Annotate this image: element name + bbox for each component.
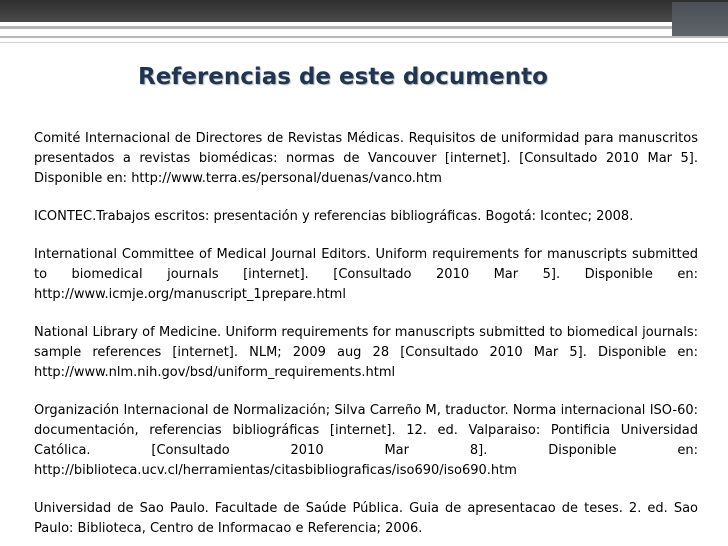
- reference-list: [34, 129, 698, 539]
- slide-top-bar: [0, 0, 728, 22]
- reference-item-iso690: Organización Internacional de Normalización; Silva Carreño M, traductor. Norma internacional ISO-60: documentación, referencias bibliográficas [internet]. 12. ed. Valparaiso: Pontificia Universidad Católica. [Consultado 2010 Mar 8]. Disponible en: http://biblioteca.ucv.cl/herramientas/citasbibliograficas/iso690/iso690.htm: [34, 403, 698, 478]
- slide-corner-accent: [672, 2, 728, 36]
- slide-header-line: [0, 26, 672, 29]
- reference-item-usp: Universidad de Sao Paulo. Facultade de Saúde Pública. Guia de apresentacao de teses. 2. ed. Sao Paulo: Biblioteca, Centro de Informacao e Referencia; 2006.: [34, 501, 698, 536]
- reference-item-vancouver: Comité Internacional de Directores de Revistas Médicas. Requisitos de uniformidad para manuscritos presentados a revistas biomédicas: normas de Vancouver [internet]. [Consultado 2010 Mar 5]. Disponible en: http://www.terra.es/personal/duenas/vanco.htm: [34, 131, 698, 186]
- reference-item-icontec: ICONTEC.Trabajos escritos: presentación y referencias bibliográficas. Bogotá: Icontec; 2008.: [34, 209, 634, 224]
- reference-item-icmje: International Committee of Medical Journal Editors. Uniform requirements for manuscripts submitted to biomedical journals [internet]. [Consultado 2010 Mar 5]. Disponible en: http://www.icmje.org/manuscript_1prepare.html: [34, 247, 698, 302]
- reference-item-nlm: National Library of Medicine. Uniform requirements for manuscripts submitted to biomedical journals: sample references [internet]. NLM; 2009 aug 28 [Consultado 2010 Mar 5]. Disponible en: http://www.nlm.nih.gov/bsd/uniform_requirements.html: [34, 325, 698, 380]
- slide-divider-thick: [0, 36, 728, 38]
- slide-title: Referencias de este documento: [138, 64, 548, 90]
- slide-divider-thin: [0, 42, 728, 43]
